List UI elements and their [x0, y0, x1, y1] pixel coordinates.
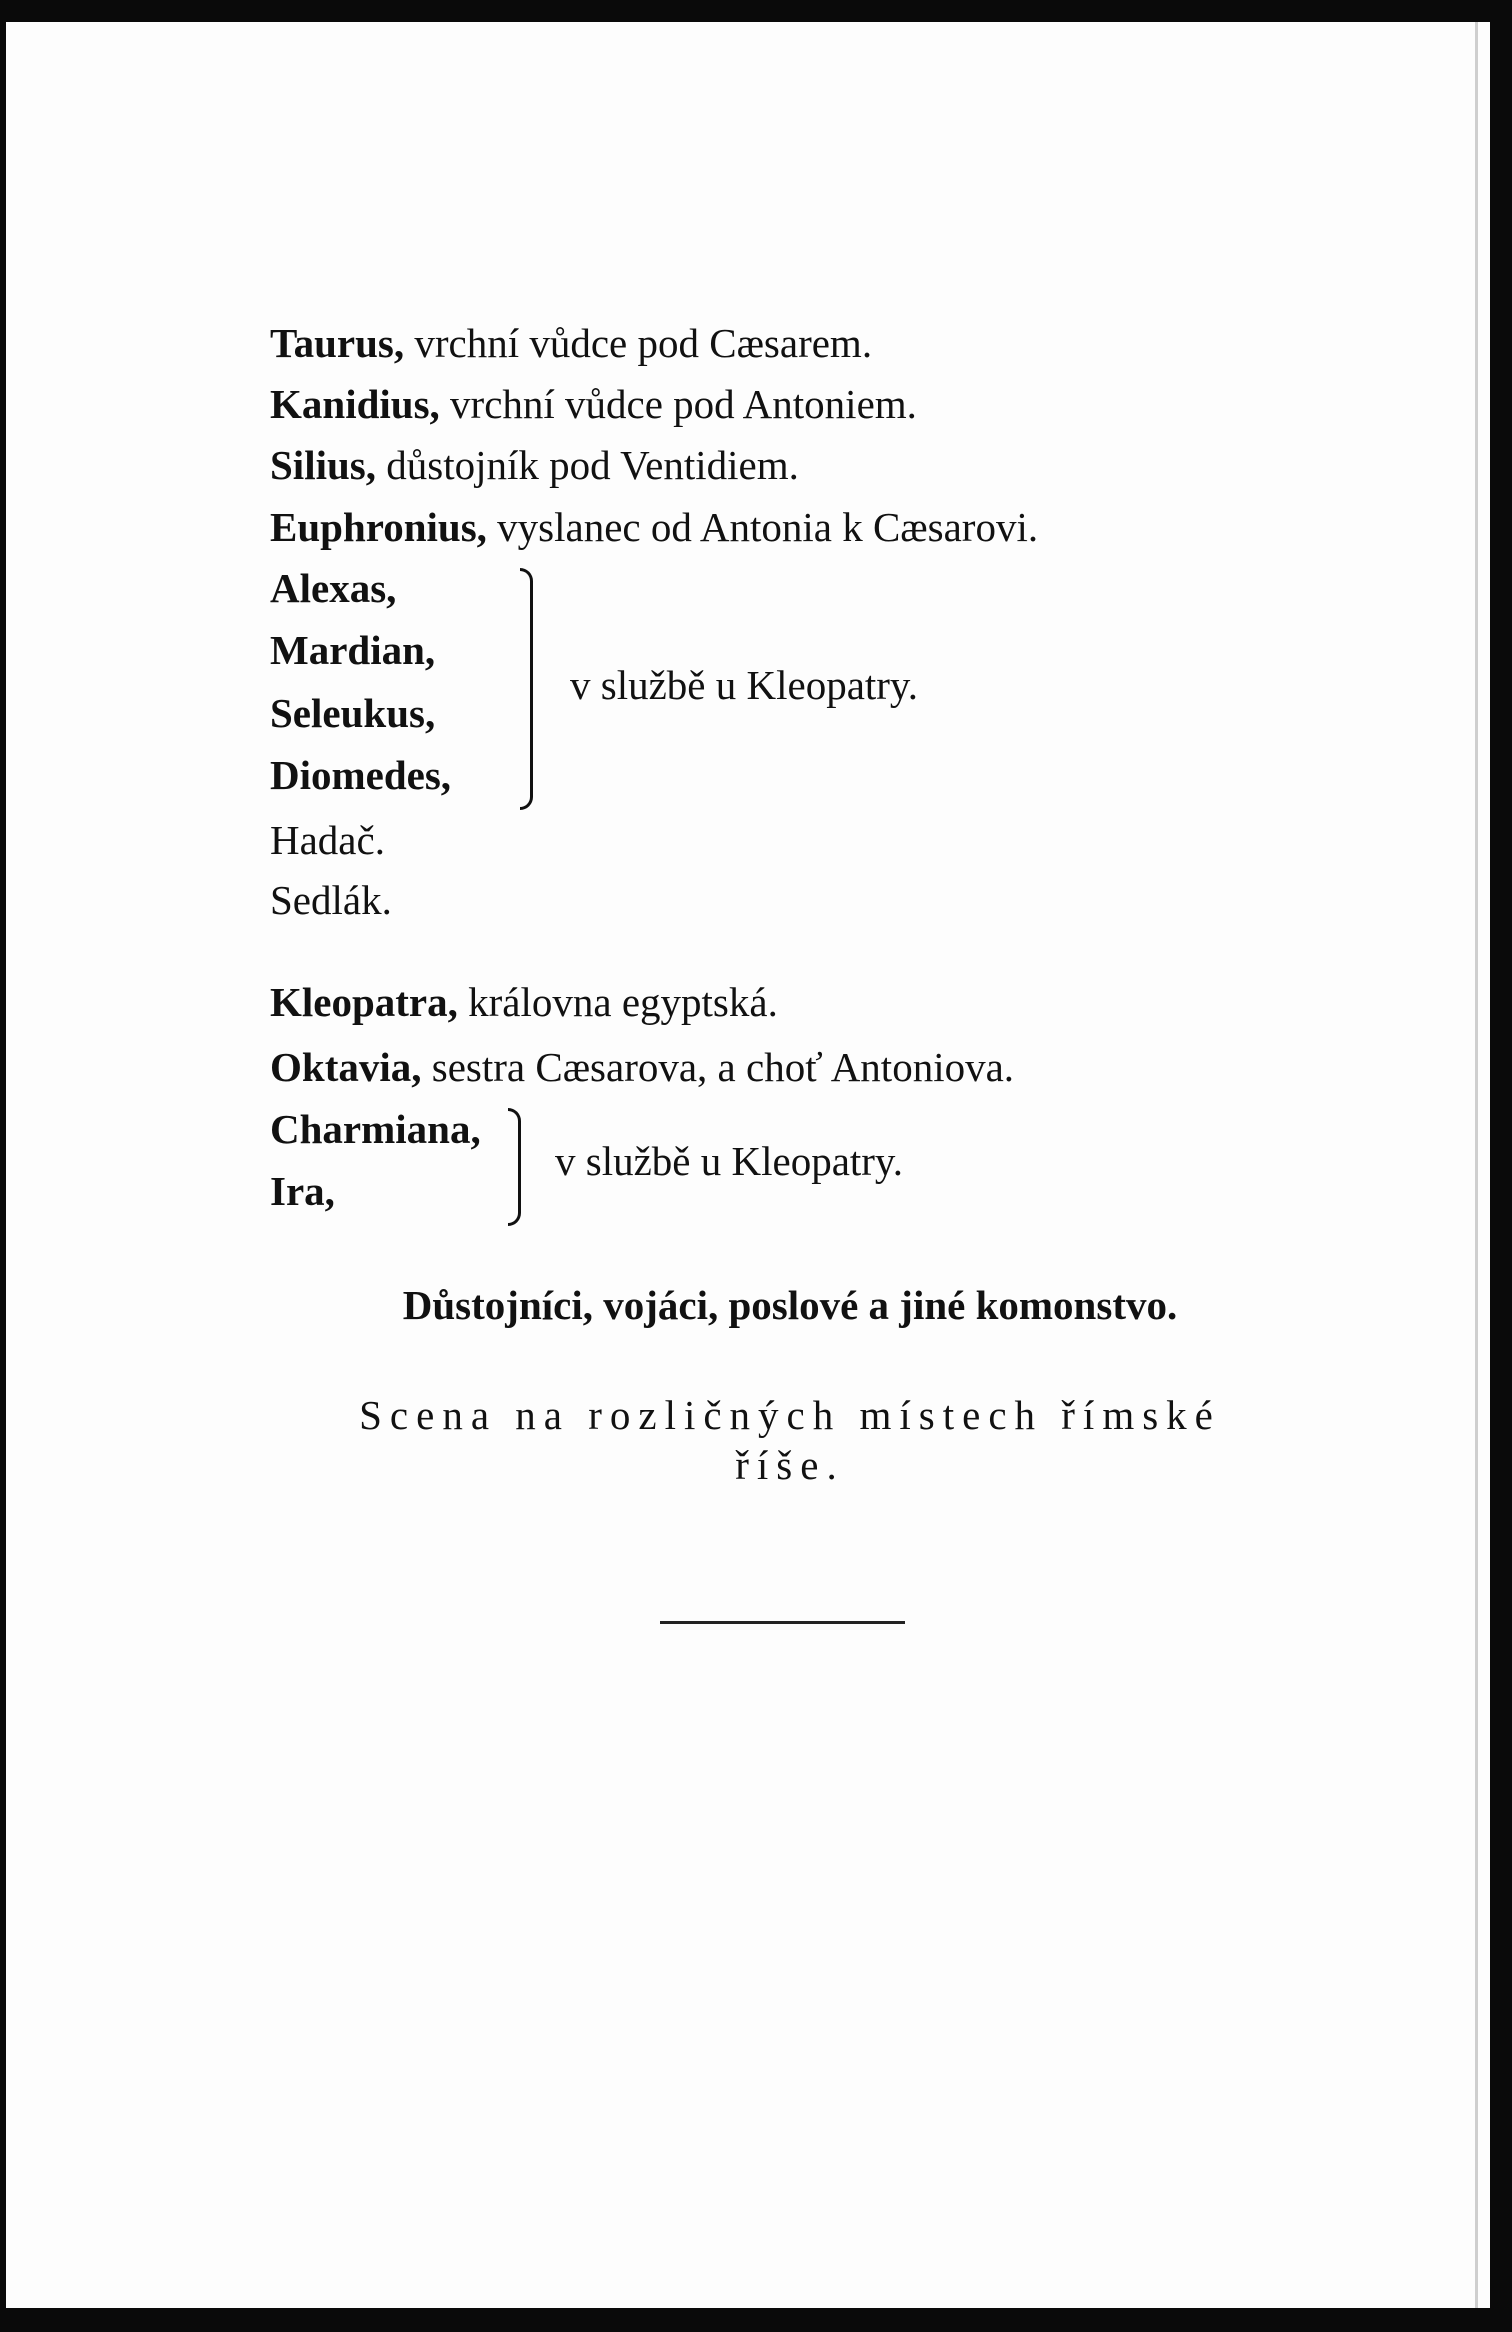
role-hadac: Hadač. — [270, 817, 385, 863]
brace — [520, 568, 533, 810]
role-oktavia: Oktavia, sestra Cæsarova, a choť Antoniova. — [270, 1044, 1015, 1090]
role-diomedes: Diomedes, — [270, 752, 452, 798]
role-taurus: Taurus, vrchní vůdce pod Cæsarem. — [270, 320, 873, 366]
role-kanidius: Kanidius, vrchní vůdce pod Antoniem. — [270, 381, 917, 427]
role-ira: Ira, — [270, 1168, 335, 1214]
role-alexas: Alexas, — [270, 565, 397, 611]
role-mardian: Mardian, — [270, 627, 436, 673]
scene-line-1: Scena na rozličných místech římské — [359, 1392, 1221, 1438]
brace — [508, 1108, 521, 1226]
role-euphronius: Euphronius, vyslanec od Antonia k Cæsarovi. — [270, 504, 1039, 550]
end-rule — [660, 1621, 905, 1624]
role-seleukus: Seleukus, — [270, 690, 436, 736]
role-sedlak: Sedlák. — [270, 877, 392, 923]
retinue-line: Důstojníci, vojáci, poslové a jiné komonstvo. — [402, 1282, 1178, 1328]
servants-note: v službě u Kleopatry. — [570, 662, 919, 708]
role-silius: Silius, důstojník pod Ventidiem. — [270, 442, 799, 488]
role-kleopatra: Kleopatra, královna egyptská. — [270, 979, 778, 1025]
role-charmiana: Charmiana, — [270, 1106, 481, 1152]
scene-line-2: říše. — [735, 1442, 845, 1488]
maids-note: v službě u Kleopatry. — [555, 1138, 904, 1184]
page-edge-line — [1475, 22, 1478, 2308]
